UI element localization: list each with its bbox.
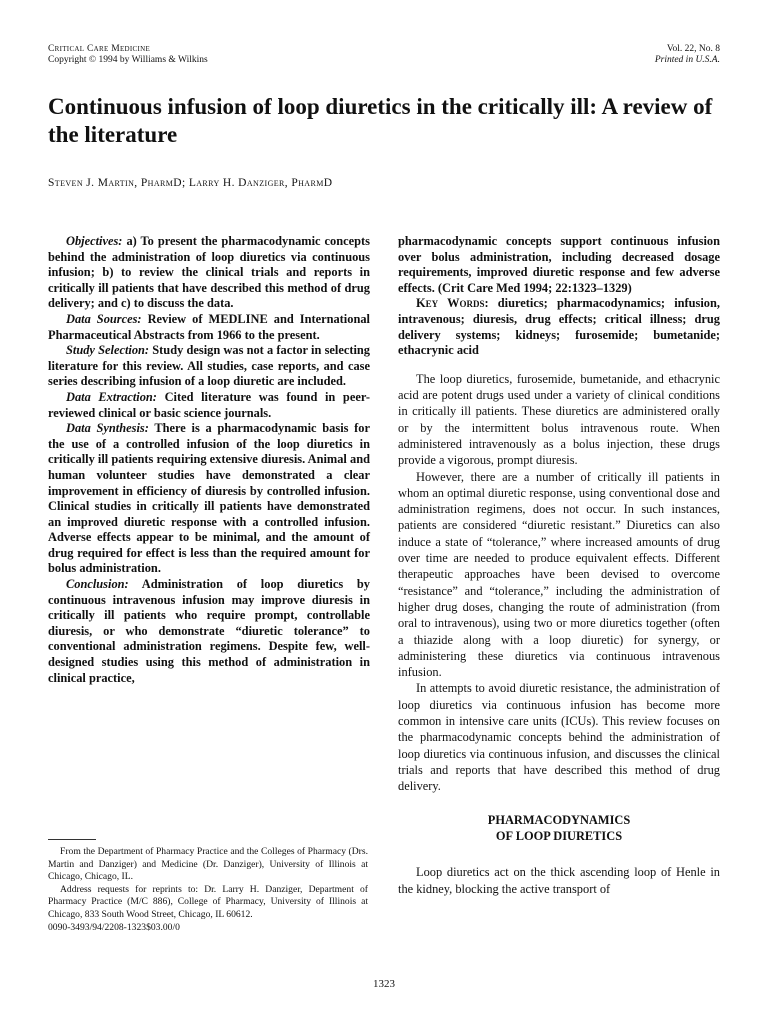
abstract-data-sources: Data Sources: Review of MEDLINE and International Pharmaceutical Abstracts from 1966 to the present. (48, 311, 370, 342)
printed-in: Printed in U.S.A. (654, 55, 720, 65)
abstract-conclusion-continued: pharmacodynamic concepts support continuous infusion over bolus administration, including decreased dosage requirements, improved diuretic response and few adverse effects. (Crit Care Med 1994; 22:1323–1329) (398, 234, 720, 295)
footnotes (48, 846, 368, 934)
footnote-affiliation: From the Department of Pharmacy Practice and the Colleges of Pharmacy (Drs. Martin and Danziger) and Medicine (Dr. Danziger), University of Illinois at Chicago, Chicago, IL. (48, 846, 368, 883)
abstract-objectives: Objectives: a) To present the pharmacodynamic concepts behind the administration of loop diuretics via continuous infusion; b) to review the clinical trials and reports in critically ill patients that have described this method of drug delivery; and c) to discuss the data. (48, 234, 370, 311)
body-paragraph-4: Loop diuretics act on the thick ascending loop of Henle in the kidney, blocking the active transport of (398, 865, 720, 896)
body-paragraph-2: However, there are a number of critically ill patients in whom an optimal diuretic response, using conventional dose and administration regimens, does not occur. In such instances, patients are considered “diuretic resistant.” Diuretics can also induce a state of “tolerance,” where increased amounts of drug over time are needed to produce equivalent effects. Different therapeutic approaches have been devised to overcome “resistance” and “tolerance,” including the administration of higher drug doses, changing the route of administration (from oral to intravenous), using two or more diuretics together (often a thiazide along with a loop diuretic) for synergy, or administering these diuretics via continuous intravenous infusion. (398, 469, 720, 680)
volume-issue: Vol. 22, No. 8 (666, 44, 720, 54)
abstract-data-extraction: Data Extraction: Cited literature was found in peer-reviewed clinical or basic science journals. (48, 389, 370, 420)
article-title: Continuous infusion of loop diuretics in the critically ill: A review of the literature (48, 94, 713, 147)
abstract-keywords: Key Words: diuretics; pharmacodynamics; infusion, intravenous; diuresis, drug effects; critical illness; drug delivery systems; kidneys; furosemide; bumetanide; ethacrynic acid (398, 296, 720, 358)
journal-name: Critical Care Medicine (48, 44, 151, 54)
abstract-data-synthesis: Data Synthesis: There is a pharmacodynamic basis for the use of a controlled infusion of the loop diuretics in critically ill patients requiring extensive diuresis. Animal and human volunteer studies have demonstrated a clear improvement in efficiency of diuresis by controlled infusion. Clinical studies in critically ill patients have demonstrated an improved diuretic response with a controlled infusion. Adverse effects appear to be minimal, and the amount of drug required for effect is less than the required amount for bolus administration. (48, 421, 371, 576)
running-header-right (655, 44, 720, 66)
right-column (398, 234, 720, 897)
body-paragraph-1: The loop diuretics, furosemide, bumetanide, and ethacrynic acid are potent drugs used under a variety of clinical conditions in critically ill patients. These diuretics are administered orally or by the intermittent bolus intravenous route. When administered intravenously as a bolus injection, these drugs provide a vigorous, prompt diuresis. (398, 371, 720, 468)
abstract (48, 234, 370, 686)
abstract-conclusion: Conclusion: Administration of loop diuretics by continuous intravenous infusion may improve diuresis in critically ill patients who require prompt, controllable diuresis, or who demonstrate “diuretic tolerance” to conventional administration regimens. Despite few, well-designed studies using this method of administration in clinical practice, (48, 577, 370, 685)
footnote-rule (48, 839, 96, 840)
body-text (398, 371, 720, 897)
copyright-line: Copyright © 1994 by Williams & Wilkins (48, 55, 208, 65)
body-paragraph-3: In attempts to avoid diuretic resistance, the administration of loop diuretics via continuous infusion has become more common in intensive care units (ICUs). This review focuses on the pharmacodynamic concepts behind the administration of loop diuretics via continuous infusion, and discusses the clinical trials and reports that have described this method of drug delivery. (398, 681, 720, 794)
abstract-study-selection: Study Selection: Study design was not a factor in selecting literature for this review. All studies, case reports, and case series describing infusion of a loop diuretic are included. (48, 343, 370, 389)
footnote-reprints: Address requests for reprints to: Dr. Larry H. Danziger, Department of Pharmacy Practice (M/C 886), College of Pharmacy, University of Illinois at Chicago, 833 South Wood Street, Chicago, IL 60612. (48, 883, 368, 920)
left-column (48, 234, 370, 686)
abstract-continued (398, 234, 720, 359)
page-number: 1323 (373, 978, 395, 990)
footnote-code: 0090-3493/94/2208-1323$03.00/0 (48, 921, 180, 933)
author-list: Steven J. Martin, PharmD; Larry H. Danziger, PharmD (48, 177, 333, 189)
running-header-left (48, 44, 208, 66)
section-heading: PHARMACODYNAMICS OF LOOP DIURETICS (487, 813, 631, 844)
